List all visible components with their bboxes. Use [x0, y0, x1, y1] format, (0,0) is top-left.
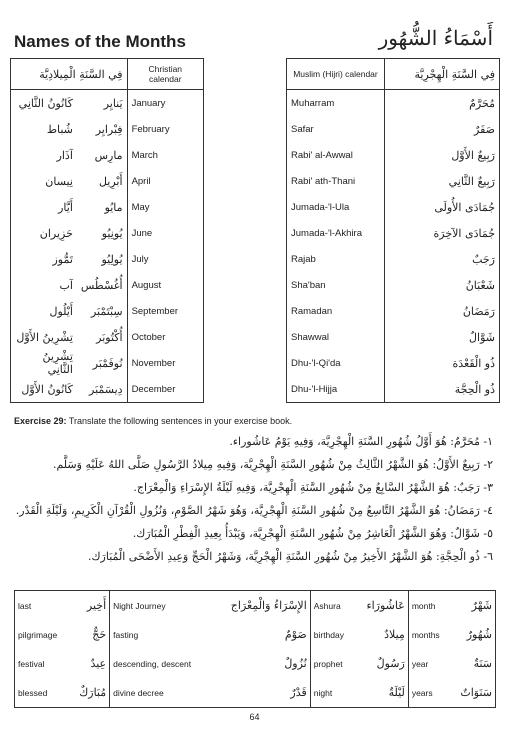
vocab-english: years	[411, 687, 433, 698]
vocab-arabic: عِيدٌ	[69, 649, 109, 678]
christian-month-ar: مارِس	[77, 142, 127, 168]
hijri-month-en: Shawwal	[287, 324, 385, 350]
christian-month-ar-levant: حَزِيران	[39, 226, 73, 240]
christian-month-row	[11, 298, 204, 324]
christian-month-ar-levant: أَيْلُول	[49, 304, 73, 318]
vocab-arabic: شَهْرٌ	[471, 599, 492, 612]
vocab-arabic: رَسُولٌ	[354, 649, 408, 678]
hijri-month-row	[287, 90, 500, 117]
hijri-month-en: Rabi' ath-Thani	[287, 168, 385, 194]
vocab-english: festival	[18, 658, 45, 669]
christian-month-en: February	[131, 123, 170, 135]
hijri-month-row	[287, 116, 500, 142]
hijri-month-ar: مُحَرَّمٌ	[469, 96, 495, 110]
vocabulary-table	[14, 590, 496, 708]
christian-month-row	[11, 324, 204, 350]
christian-month-ar-levant: كَانُونُ الأَوَّل	[21, 382, 73, 396]
christian-month-row	[11, 90, 204, 117]
hijri-month-row	[287, 194, 500, 220]
vocab-arabic: مِيلادٌ	[354, 620, 408, 649]
vocab-english: last	[18, 600, 32, 611]
vocab-arabic: قَدْرٌ	[211, 678, 310, 708]
vocab-english: months	[411, 629, 440, 640]
hijri-month-ar: ذُو الْقَعْدَة	[452, 356, 495, 370]
christian-month-ar: نُوفَمْبَر	[77, 350, 127, 376]
vocab-arabic: شُهُورٌ	[466, 628, 492, 641]
hijri-month-en: Sha'ban	[287, 272, 385, 298]
vocab-arabic: الإِسْرَاءُ وَالْمِعْرَاج	[211, 591, 310, 621]
christian-month-en: January	[131, 97, 166, 109]
hijri-month-ar: رَبِيعٌ الأَوَّل	[451, 148, 495, 162]
vocab-english: year	[411, 658, 429, 669]
christian-month-ar: أُغُسْطُس	[77, 272, 127, 298]
christian-month-row	[11, 142, 204, 168]
christian-month-row	[11, 376, 204, 403]
christian-month-ar-levant: كَانُونُ الثَّانِي	[18, 96, 73, 110]
christian-month-en: September	[131, 305, 179, 317]
vocab-english: night	[313, 687, 333, 698]
hijri-month-row	[287, 168, 500, 194]
hijri-month-row	[287, 376, 500, 403]
vocab-english: Night Journey	[113, 600, 166, 611]
christian-month-ar: يَنايِر	[77, 90, 127, 117]
page-number: 64	[249, 712, 260, 722]
hijri-month-en: Rajab	[287, 246, 385, 272]
exercise-instruction: Translate the following sentences in your exercise book.	[68, 416, 293, 426]
christian-month-en: May	[131, 201, 150, 213]
hijri-month-row	[287, 142, 500, 168]
vocab-arabic: نُزُولٌ	[211, 649, 310, 678]
vocab-row	[15, 620, 496, 649]
vocab-english: descending, descent	[113, 658, 192, 669]
vocab-english: divine decree	[113, 687, 164, 698]
exercise-sentences	[13, 430, 493, 568]
hijri-month-row	[287, 350, 500, 376]
vocab-arabic: أَخِير	[69, 591, 109, 621]
exercise-sentence: ٥- شَوَّالٌ: وَهُوَ الشَّهْرُ الْعَاشِرُ مِنْ شُهُورِ السَّنَةِ الْهِجْرِيَّة، وَيَبْدَأُ بِعِيدِ الْفِطْرِ الْمُبَارَك.	[132, 527, 493, 540]
christian-month-ar: سِبْتَمْبَر	[77, 298, 127, 324]
hijri-month-en: Dhu-'l-Hijja	[287, 376, 385, 403]
vocab-english: pilgrimage	[18, 629, 58, 640]
christian-month-en: March	[131, 149, 158, 161]
christian-month-ar: دِيسَمْبَر	[77, 376, 127, 403]
christian-header-ar: فِي السَّنَةِ الْمِيلادِيَّة	[11, 59, 128, 90]
page-title-en: Names of the Months	[14, 32, 186, 51]
christian-month-ar-levant: شُباط	[46, 122, 73, 136]
hijri-month-row	[287, 324, 500, 350]
exercise-sentence: ٢- رَبِيعٌ الأَوَّلُ: هُوَ الشَّهْرُ الثَّالِثُ مِنْ شُهُورِ السَّنَةِ الْهِجْرِيَّة، وَفِيهِ مِيلادُ الرَّسُولِ صَلَّى اللهُ عَلَيْهِ وَسَلَّم.	[52, 458, 493, 471]
hijri-month-ar: ذُو الْحِجَّة	[454, 382, 495, 396]
christian-month-ar-levant: آذَار	[56, 148, 73, 162]
hijri-month-ar: صَفَرٌ	[474, 122, 495, 136]
vocab-english: Ashura	[313, 600, 341, 611]
christian-month-en: April	[131, 175, 151, 187]
christian-calendar-table	[10, 58, 204, 403]
exercise-label: Exercise 29:	[14, 416, 67, 426]
vocab-english: prophet	[313, 658, 343, 669]
exercise-sentence: ٦- ذُو الْحِجَّةِ: هُوَ الشَّهْرُ الأَخِيرُ مِنْ شُهُورِ السَّنَةِ الْهِجْرِيَّة، وَشَهْرُ الْحَجِّ وَعِيدِ الأَضْحَى الْمُبَارَك.	[87, 550, 493, 563]
christian-month-ar-levant: تِشْرِينُ الأَوَّل	[16, 330, 73, 344]
vocab-arabic: مُبَارَكٌ	[69, 678, 109, 708]
christian-month-ar: أَبْرِيل	[77, 168, 127, 194]
hijri-month-row	[287, 298, 500, 324]
christian-header-en: Christian calendar	[127, 59, 203, 90]
hijri-month-ar: شَوَّالٌ	[469, 330, 495, 344]
christian-month-row	[11, 116, 204, 142]
hijri-month-en: Rabi' al-Awwal	[287, 142, 385, 168]
exercise-sentence: ٣- رَجَبٌ: هُوَ الشَّهْرُ السَّابِعُ مِنْ شُهُورِ السَّنَةِ الْهِجْرِيَّة، وَفِيهِ لَيْلَةُ الإِسْرَاءِ وَالْمِعْرَاج.	[133, 481, 493, 494]
vocab-row	[15, 649, 496, 678]
vocab-english: blessed	[18, 687, 48, 698]
christian-month-ar: فِبْرايِر	[77, 116, 127, 142]
christian-month-en: August	[131, 279, 162, 291]
hijri-header-ar: فِي السَّنَةِ الْهِجْرِيَّة	[384, 59, 499, 90]
hijri-month-row	[287, 246, 500, 272]
christian-month-row	[11, 350, 204, 376]
hijri-month-en: Ramadan	[287, 298, 385, 324]
vocab-arabic: سَنَةٌ	[473, 657, 492, 670]
christian-month-row	[11, 272, 204, 298]
hijri-month-row	[287, 220, 500, 246]
christian-month-en: November	[131, 357, 176, 369]
vocab-row	[15, 678, 496, 708]
vocab-arabic: لَيْلَةٌ	[354, 678, 408, 708]
vocab-arabic: سَنَوَاتٌ	[460, 686, 492, 699]
vocab-english: month	[411, 600, 436, 611]
hijri-month-ar: جُمَادَى الآخِرَة	[433, 226, 495, 240]
christian-month-ar: يُولِيُو	[77, 246, 127, 272]
page-title-ar: أَسْمَاءُ الشُّهُور	[378, 26, 493, 50]
christian-month-ar-levant: أَيَّار	[58, 200, 73, 214]
hijri-month-ar: رَمَضَانُ	[462, 304, 495, 318]
hijri-month-ar: رَجَبٌ	[472, 252, 495, 266]
hijri-month-ar: جُمَادَى الأُولَى	[434, 200, 495, 214]
christian-month-row	[11, 220, 204, 246]
hijri-month-en: Muharram	[287, 90, 385, 117]
hijri-month-ar: رَبِيعٌ الثَّانِي	[448, 174, 495, 188]
christian-month-ar-levant: آب	[59, 278, 73, 292]
christian-month-ar-levant: تَمُّوز	[52, 252, 73, 266]
christian-month-en: June	[131, 227, 153, 239]
christian-month-ar-levant: نِيسان	[45, 174, 73, 188]
exercise-sentence: ١- مُحَرَّمٌ: هُوَ أَوَّلُ شُهُورِ السَّنَةِ الْهِجْرِيَّة، وَفِيهِ يَوْمُ عَاشُوراء.	[229, 435, 493, 448]
hijri-month-en: Jumada-'l-Akhira	[287, 220, 385, 246]
hijri-header-en: Muslim (Hijri) calendar	[287, 59, 385, 90]
vocab-english: fasting	[113, 629, 139, 640]
hijri-month-row	[287, 272, 500, 298]
vocab-arabic: صَوْمٌ	[211, 620, 310, 649]
christian-month-en: October	[131, 331, 166, 343]
christian-month-row	[11, 194, 204, 220]
hijri-month-en: Dhu-'l-Qi'da	[287, 350, 385, 376]
hijri-calendar-table	[286, 58, 500, 403]
christian-month-en: December	[131, 383, 176, 395]
christian-month-row	[11, 246, 204, 272]
christian-month-ar: أُكْتُوبَر	[77, 324, 127, 350]
hijri-month-ar: شَعْبَانُ	[465, 278, 495, 292]
vocab-english: birthday	[313, 629, 344, 640]
vocab-arabic: عَاشُورَاء	[354, 591, 408, 621]
christian-month-ar: مايُو	[77, 194, 127, 220]
christian-month-row	[11, 168, 204, 194]
vocab-arabic: حَجٌّ	[69, 620, 109, 649]
hijri-month-en: Safar	[287, 116, 385, 142]
christian-month-ar-levant: تِشْرِينُ الثَّانِي	[42, 350, 73, 376]
hijri-month-en: Jumada-'l-Ula	[287, 194, 385, 220]
vocab-row	[15, 591, 496, 621]
christian-month-ar: يُونِيُو	[77, 220, 127, 246]
christian-month-en: July	[131, 253, 149, 265]
exercise-heading	[14, 416, 292, 426]
exercise-sentence: ٤- رَمَضَانُ: هُوَ الشَّهْرُ التَّاسِعُ مِنْ شُهُورِ السَّنَةِ الْهِجْرِيَّة، وَهُوَ شَهْرُ الصَّوْمِ، وَنُزُولِ الْقُرْآنِ الْكَرِيمِ، وَلَيْلَةِ الْقَدْر.	[15, 504, 493, 517]
